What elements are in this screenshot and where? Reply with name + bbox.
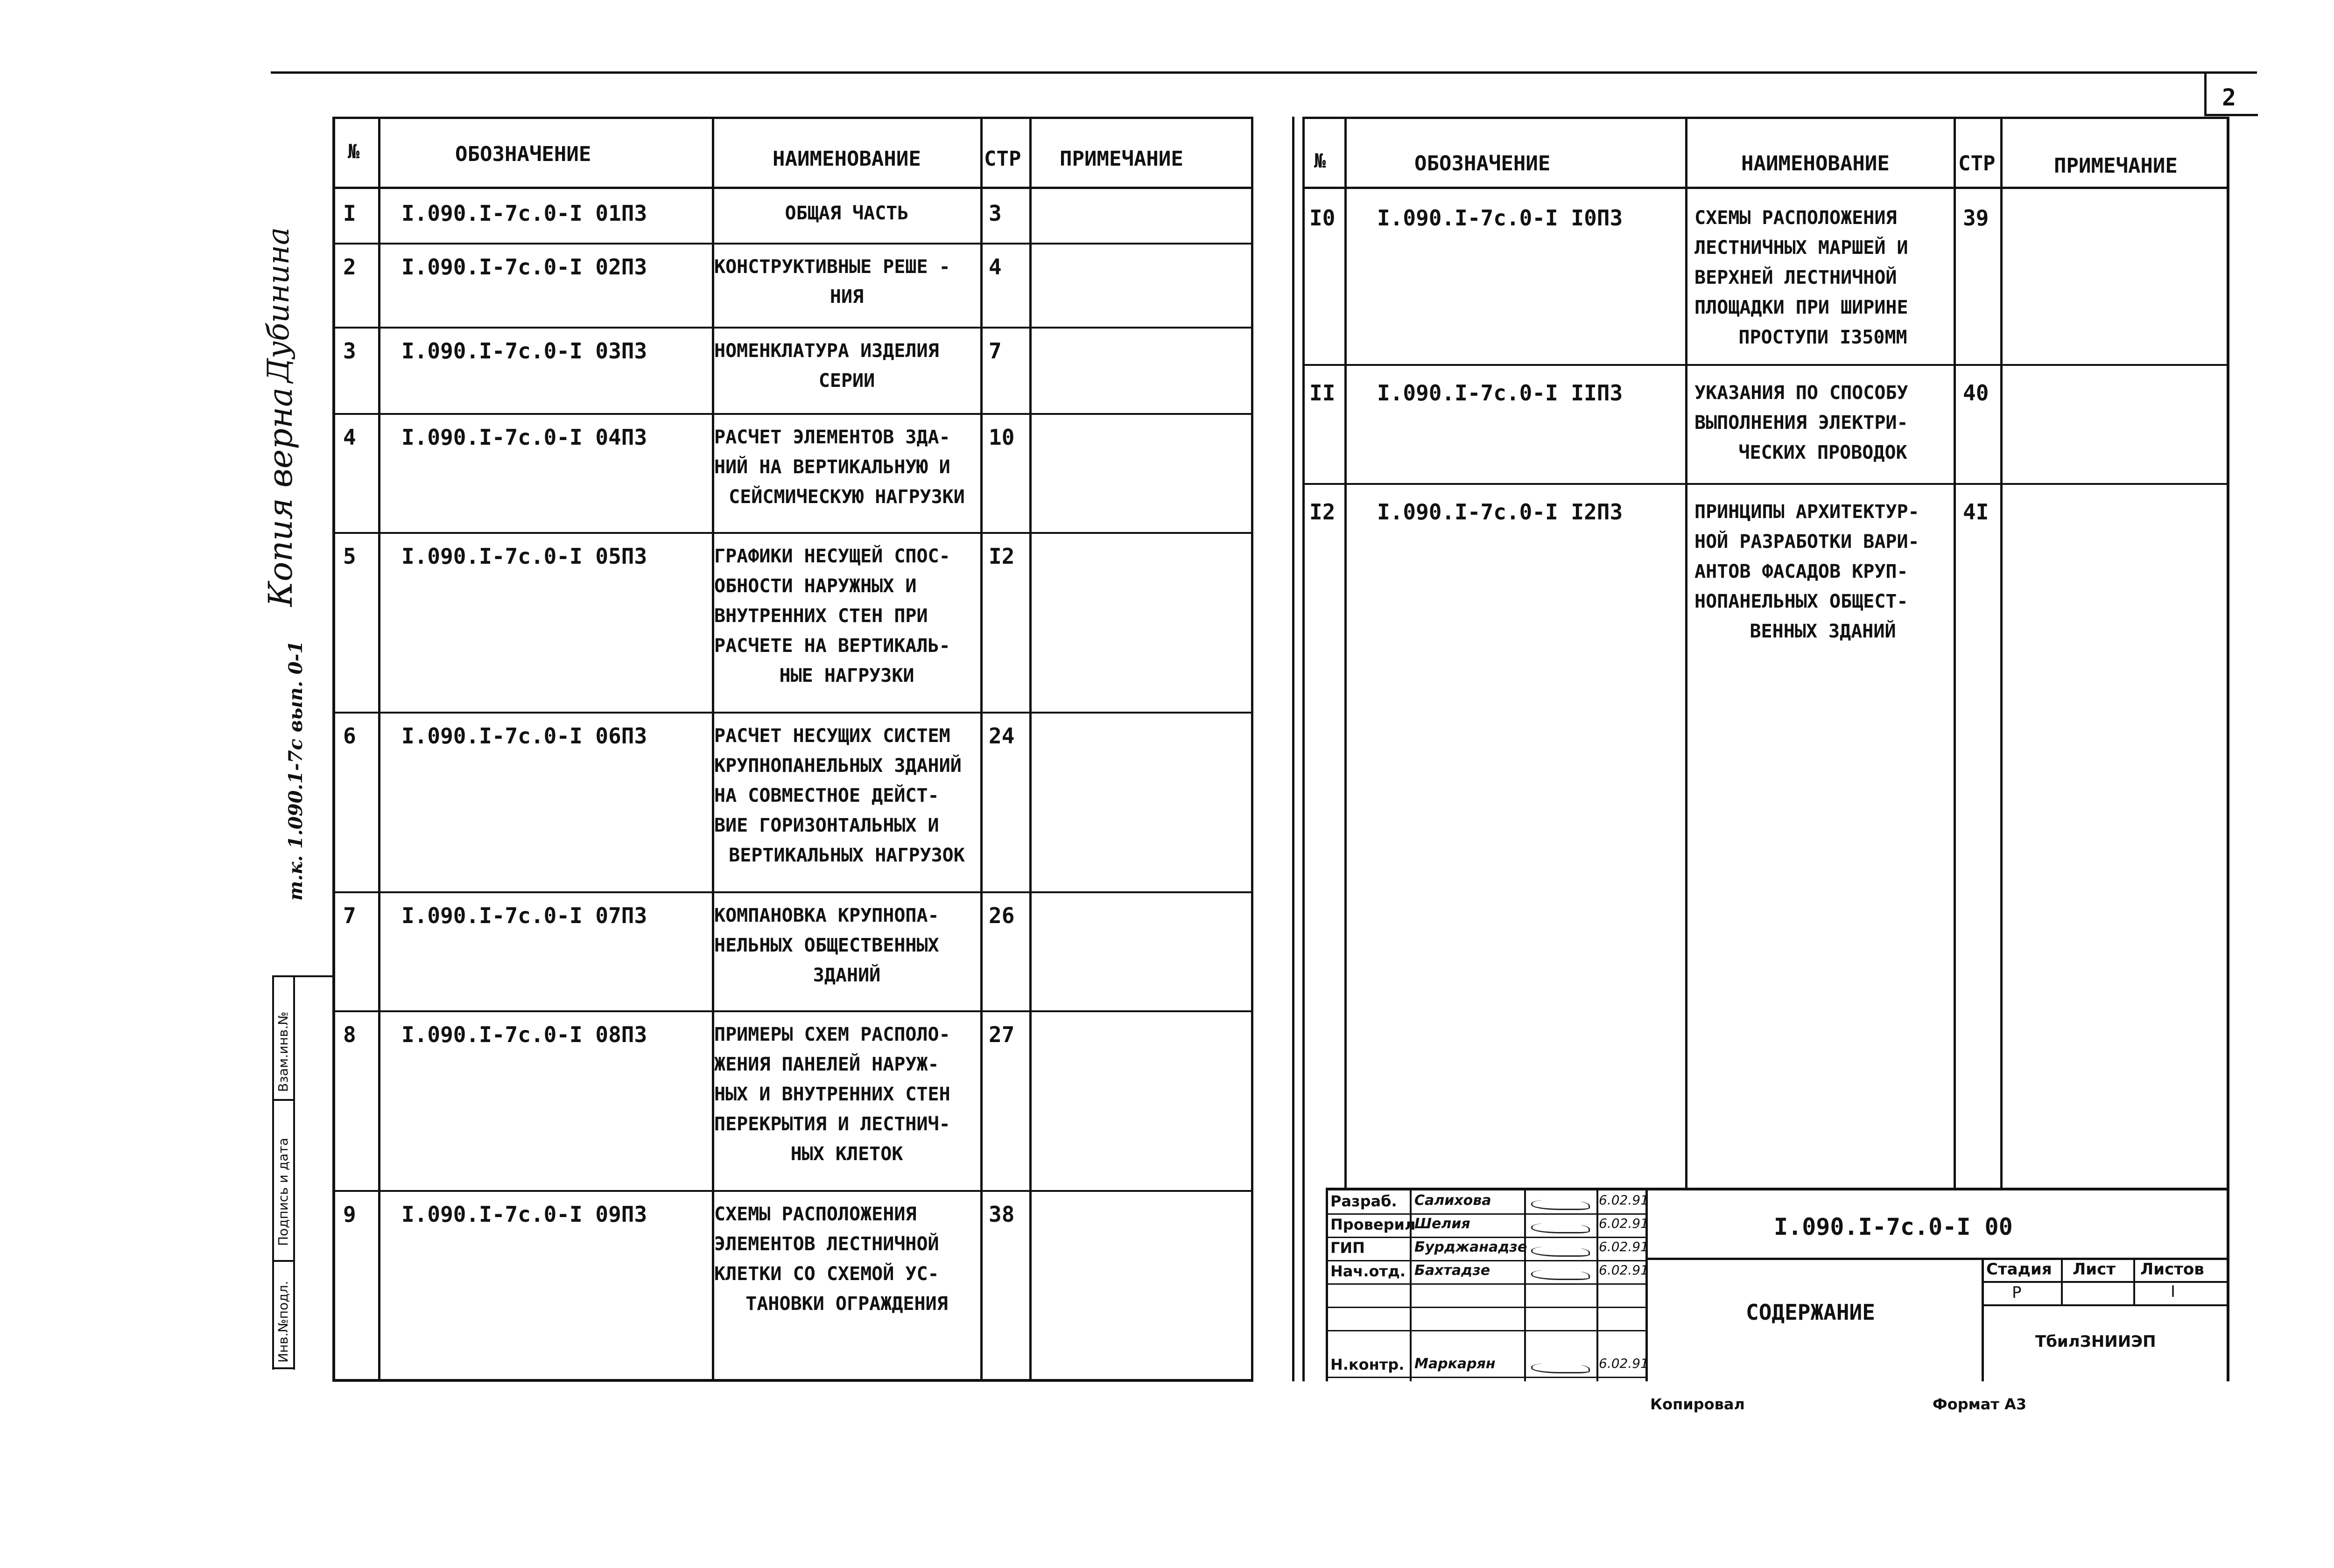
row-name-line: УКАЗАНИЯ ПО СПОСОБУ	[1694, 382, 1908, 404]
row-code: I.090.I-7c.0-I I0ПЗ	[1377, 205, 1623, 231]
row-name-line: ВЕННЫХ ЗДАНИЙ	[1750, 621, 1896, 642]
row-name-line: ВИЕ ГОРИЗОНТАЛЬНЫХ И	[714, 815, 939, 836]
title-date: 6.02.91	[1599, 1262, 1649, 1278]
title-role: ГИП	[1330, 1239, 1365, 1257]
row-page: I2	[989, 544, 1015, 569]
row-name-line: НОЙ РАЗРАБОТКИ ВАРИ-	[1694, 531, 1919, 553]
row-name-line: СЕРИИ	[818, 370, 875, 392]
title-role: Н.контр.	[1330, 1356, 1405, 1373]
signature	[1531, 1223, 1590, 1233]
series-reference: т.к. 1.090.1-7с вып. 0-1	[285, 640, 307, 901]
row-name	[1694, 497, 1951, 646]
title-date: 6.02.91	[1599, 1216, 1649, 1231]
row-name-line: ОБЩАЯ ЧАСТЬ	[785, 203, 909, 224]
row-name-line: ОБНОСТИ НАРУЖНЫХ И	[714, 575, 917, 597]
title-row-divider	[1326, 1213, 1645, 1215]
row-name-line: ВЕРТИКАЛЬНЫХ НАГРУЗОК	[729, 845, 965, 866]
row-name-line: АНТОВ ФАСАДОВ КРУП-	[1694, 561, 1908, 582]
document-title: СОДЕРЖАНИЕ	[1746, 1300, 1875, 1325]
row-number: 3	[343, 338, 356, 364]
row-name	[714, 721, 979, 870]
signature	[1531, 1269, 1590, 1280]
header-name: НАИМЕНОВАНИЕ	[773, 147, 921, 171]
title-name: Бурджанадзе	[1414, 1239, 1527, 1255]
title-date: 6.02.91	[1599, 1356, 1649, 1371]
row-name-line: НИЙ НА ВЕРТИКАЛЬНУЮ И	[714, 456, 950, 478]
row-name-line: ЭЛЕМЕНТОВ ЛЕСТНИЧНОЙ	[714, 1233, 939, 1255]
row-code: I.090.I-7c.0-I 01ПЗ	[401, 201, 647, 226]
header-code-right: ОБОЗНАЧЕНИЕ	[1414, 152, 1551, 175]
row-code: I.090.I-7c.0-I IIПЗ	[1377, 380, 1623, 406]
header-note-right: ПРИМЕЧАНИЕ	[2054, 154, 2178, 178]
row-page: 38	[989, 1202, 1015, 1227]
row-number: 8	[343, 1022, 356, 1047]
row-code: I.090.I-7c.0-I 08ПЗ	[401, 1022, 647, 1047]
row-name-line: НОПАНЕЛЬНЫХ ОБЩЕСТ-	[1694, 591, 1908, 612]
row-number: 2	[343, 254, 356, 280]
title-date: 6.02.91	[1599, 1239, 1649, 1254]
row-name-line: ПЕРЕКРЫТИЯ И ЛЕСТНИЧ-	[714, 1113, 950, 1135]
row-page: 40	[1963, 380, 1989, 406]
row-name	[714, 422, 979, 512]
row-name-line: ВЕРХНЕЙ ЛЕСТНИЧНОЙ	[1694, 267, 1897, 288]
row-code: I.090.I-7c.0-I 09ПЗ	[401, 1202, 647, 1227]
row-number: 6	[343, 723, 356, 749]
row-name	[714, 1199, 979, 1319]
title-role: Нач.отд.	[1330, 1262, 1406, 1280]
sheets-value: I	[2171, 1282, 2176, 1301]
title-date: 6.02.91	[1599, 1192, 1649, 1208]
header-code: ОБОЗНАЧЕНИЕ	[455, 142, 591, 166]
title-row-divider	[1326, 1283, 1645, 1285]
handwritten-signature: Дубинина	[261, 227, 296, 383]
row-number: I2	[1309, 499, 1336, 525]
header-page-right: СТР	[1958, 152, 1996, 175]
title-name: Маркарян	[1414, 1356, 1496, 1372]
row-page: 4I	[1963, 499, 1989, 525]
signature	[1531, 1363, 1590, 1373]
row-number: 5	[343, 544, 356, 569]
row-number: II	[1309, 380, 1336, 406]
signature	[1531, 1246, 1590, 1257]
title-name: Шелия	[1414, 1216, 1470, 1232]
row-code: I.090.I-7c.0-I 04ПЗ	[401, 425, 647, 450]
document-code: I.090.I-7c.0-I 00	[1774, 1213, 2013, 1240]
sheet-label: Лист	[2073, 1260, 2116, 1279]
sheets-label: Листов	[2140, 1260, 2204, 1279]
row-name-line: ЗДАНИЙ	[813, 965, 881, 986]
stamp-replace: Взам.инв.№	[275, 1011, 291, 1092]
stamp-inventory: Инв.№подл.	[275, 1281, 291, 1363]
footer-format: Формат А3	[1933, 1395, 2027, 1413]
organization: ТбилЗНИИЭП	[2035, 1332, 2156, 1351]
row-number: I0	[1309, 205, 1336, 231]
row-name-line: РАСЧЕТ НЕСУЩИХ СИСТЕМ	[714, 725, 950, 747]
row-page: 10	[989, 425, 1015, 450]
row-name-line: КОНСТРУКТИВНЫЕ РЕШЕ -	[714, 256, 950, 278]
row-name-line: СХЕМЫ РАСПОЛОЖЕНИЯ	[1694, 207, 1897, 229]
title-role: Разраб.	[1330, 1192, 1397, 1210]
row-name-line: ПРОСТУПИ I350ММ	[1738, 327, 1907, 348]
row-name-line: КЛЕТКИ СО СХЕМОЙ УС-	[714, 1263, 939, 1285]
row-name-line: КРУПНОПАНЕЛЬНЫХ ЗДАНИЙ	[714, 755, 962, 777]
row-name-line: ПЛОЩАДКИ ПРИ ШИРИНЕ	[1694, 297, 1908, 318]
title-row-divider	[1326, 1377, 1645, 1378]
row-name-line: НЫЕ НАГРУЗКИ	[779, 665, 914, 686]
row-page: 3	[989, 201, 1002, 226]
row-number: 7	[343, 903, 356, 928]
row-name-line: НЫХ КЛЕТОК	[790, 1143, 903, 1165]
row-name	[714, 198, 979, 228]
row-name-line: ПРИМЕРЫ СХЕМ РАСПОЛО-	[714, 1024, 950, 1045]
title-row-divider	[1326, 1330, 1645, 1331]
title-name: Бахтадзе	[1414, 1262, 1490, 1279]
stamp-sign: Подпись и дата	[275, 1138, 291, 1246]
page-number: 2	[2222, 84, 2236, 111]
row-name	[714, 901, 979, 990]
row-name-line: ЧЕСКИХ ПРОВОДОК	[1738, 442, 1907, 463]
row-name	[714, 252, 979, 312]
row-name-line: ВНУТРЕННИХ СТЕН ПРИ	[714, 605, 928, 627]
row-name	[714, 336, 979, 396]
row-number: 4	[343, 425, 356, 450]
row-code: I.090.I-7c.0-I 07ПЗ	[401, 903, 647, 928]
row-name-line: НИЯ	[830, 286, 864, 308]
row-name-line: КОМПАНОВКА КРУПНОПА-	[714, 905, 939, 926]
header-page: СТР	[984, 147, 1021, 171]
row-code: I.090.I-7c.0-I 05ПЗ	[401, 544, 647, 569]
row-name	[1694, 203, 1951, 352]
page-number-box	[2204, 74, 2207, 116]
row-name-line: РАСЧЕТЕ НА ВЕРТИКАЛЬ-	[714, 635, 950, 657]
row-page: 39	[1963, 205, 1989, 231]
stage-value: Р	[2012, 1283, 2022, 1302]
row-page: 7	[989, 338, 1002, 364]
row-code: I.090.I-7c.0-I 02ПЗ	[401, 254, 647, 280]
row-number: 9	[343, 1202, 356, 1227]
title-row-divider	[1326, 1260, 1645, 1261]
row-name-line: НЕЛЬНЫХ ОБЩЕСТВЕННЫХ	[714, 935, 939, 956]
signature	[1531, 1199, 1590, 1210]
row-name-line: ВЫПОЛНЕНИЯ ЭЛЕКТРИ-	[1694, 412, 1908, 434]
footer-copied: Копировал	[1650, 1395, 1745, 1413]
title-row-divider	[1326, 1307, 1645, 1308]
row-name-line: ГРАФИКИ НЕСУЩЕЙ СПОС-	[714, 546, 950, 567]
row-name-line: СЕЙСМИЧЕСКУЮ НАГРУЗКИ	[729, 486, 965, 508]
header-number: №	[348, 140, 360, 163]
row-code: I.090.I-7c.0-I 06ПЗ	[401, 723, 647, 749]
row-code: I.090.I-7c.0-I I2ПЗ	[1377, 499, 1623, 525]
row-page: 27	[989, 1022, 1015, 1047]
row-page: 4	[989, 254, 1002, 280]
row-name-line: НЫХ И ВНУТРЕННИХ СТЕН	[714, 1084, 950, 1105]
header-number-right: №	[1314, 149, 1326, 172]
row-name-line: НА СОВМЕСТНОЕ ДЕЙСТ-	[714, 785, 939, 806]
stage-label: Стадия	[1986, 1260, 2052, 1279]
row-code: I.090.I-7c.0-I 03ПЗ	[401, 338, 647, 364]
row-name	[714, 541, 979, 691]
title-role: Проверил	[1330, 1216, 1416, 1233]
row-name-line: ЛЕСТНИЧНЫХ МАРШЕЙ И	[1694, 237, 1908, 259]
header-note: ПРИМЕЧАНИЕ	[1060, 147, 1183, 171]
title-name: Салихова	[1414, 1192, 1491, 1209]
row-number: I	[343, 201, 356, 226]
row-name-line: НОМЕНКЛАТУРА ИЗДЕЛИЯ	[714, 340, 939, 362]
row-name-line: ТАНОВКИ ОГРАЖДЕНИЯ	[745, 1293, 948, 1315]
header-name-right: НАИМЕНОВАНИЕ	[1741, 152, 1890, 175]
row-name	[714, 1020, 979, 1169]
row-name-line: ЖЕНИЯ ПАНЕЛЕЙ НАРУЖ-	[714, 1054, 939, 1075]
row-name-line: РАСЧЕТ ЭЛЕМЕНТОВ ЗДА-	[714, 427, 950, 448]
row-name-line: ПРИНЦИПЫ АРХИТЕКТУР-	[1694, 501, 1919, 523]
row-page: 24	[989, 723, 1015, 749]
handwritten-copy-note: Копия верна	[261, 387, 300, 607]
top-border	[271, 71, 2257, 74]
row-page: 26	[989, 903, 1015, 928]
row-name	[1694, 378, 1951, 468]
row-name-line: СХЕМЫ РАСПОЛОЖЕНИЯ	[714, 1204, 917, 1225]
title-row-divider	[1326, 1237, 1645, 1238]
